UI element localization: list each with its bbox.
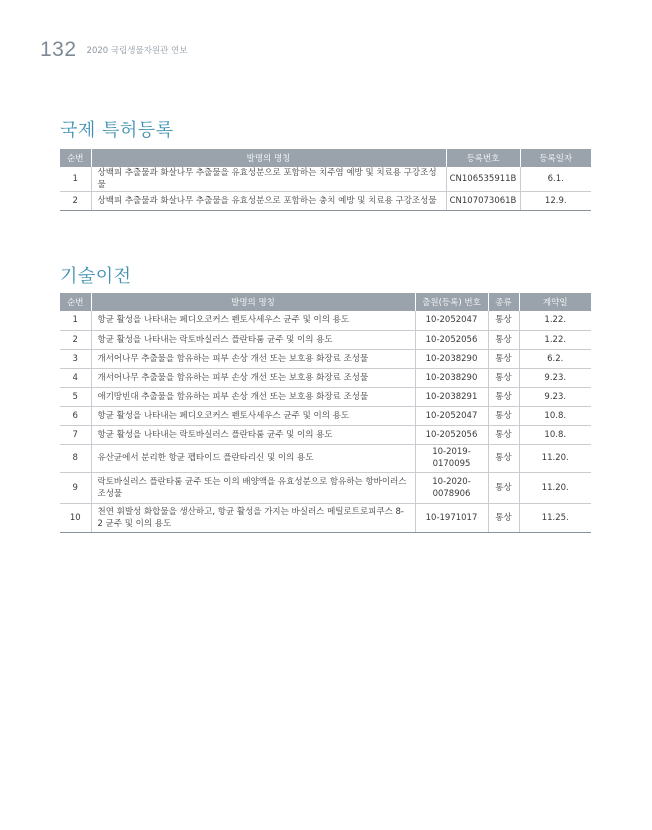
cell-no: 1 (60, 167, 91, 192)
col-header-name: 발명의 명칭 (91, 293, 415, 311)
cell-type: 통상 (488, 444, 519, 472)
cell-invention-name: 항균 활성을 나타내는 페디오코커스 펜토사세우스 균주 및 이의 용도 (91, 311, 415, 330)
cell-reg-no: CN106535911B (446, 167, 520, 192)
cell-no: 2 (60, 192, 91, 211)
cell-invention-name: 개서어나무 추출물을 함유하는 피부 손상 개선 또는 보호용 화장료 조성물 (91, 368, 415, 387)
publication-title: 2020 국립생물자원관 연보 (86, 46, 188, 56)
cell-app-no: 10-2019-0170095 (415, 444, 488, 472)
cell-contract-date: 11.20. (519, 444, 591, 472)
cell-reg-date: 6.1. (520, 167, 591, 192)
cell-type: 통상 (488, 349, 519, 368)
cell-no: 5 (60, 387, 91, 406)
cell-no: 10 (60, 503, 91, 532)
cell-invention-name: 천연 휘발성 화합물을 생산하고, 항균 활성을 가지는 바실러스 메틸로트로피쿠스 8-2 균주 및 이의 용도 (91, 503, 415, 532)
table-row (60, 192, 591, 211)
page-header (40, 38, 187, 62)
cell-type: 통상 (488, 311, 519, 330)
cell-contract-date: 10.8. (519, 406, 591, 425)
table-row (60, 349, 591, 368)
table-row (60, 425, 591, 444)
table-row (60, 368, 591, 387)
cell-type: 통상 (488, 425, 519, 444)
cell-invention-name: 항균 활성을 나타내는 락토바실러스 플란타룸 균주 및 이의 용도 (91, 330, 415, 349)
patents-table (60, 149, 591, 211)
cell-contract-date: 6.2. (519, 349, 591, 368)
table-row (60, 444, 591, 472)
cell-app-no: 10-2038290 (415, 349, 488, 368)
col-header-name: 발명의 명칭 (91, 149, 446, 167)
cell-reg-date: 12.9. (520, 192, 591, 211)
cell-app-no: 10-2038290 (415, 368, 488, 387)
col-header-no: 순번 (60, 149, 91, 167)
tech-transfer-table (60, 293, 591, 533)
cell-no: 4 (60, 368, 91, 387)
cell-no: 9 (60, 472, 91, 503)
table-row (60, 503, 591, 532)
cell-app-no: 10-2038291 (415, 387, 488, 406)
cell-invention-name: 애기땅빈대 추출물을 함유하는 피부 손상 개선 또는 보호용 화장료 조성물 (91, 387, 415, 406)
table-row (60, 167, 591, 192)
cell-type: 통상 (488, 330, 519, 349)
table-row (60, 406, 591, 425)
cell-no: 2 (60, 330, 91, 349)
cell-invention-name: 락토바실러스 플란타룸 균주 또는 이의 배양액을 유효성분으로 함유하는 항바이러스 조성물 (91, 472, 415, 503)
col-header-reg-no: 등록번호 (446, 149, 520, 167)
col-header-no: 순번 (60, 293, 91, 311)
cell-type: 통상 (488, 406, 519, 425)
cell-contract-date: 1.22. (519, 330, 591, 349)
cell-contract-date: 11.20. (519, 472, 591, 503)
cell-contract-date: 1.22. (519, 311, 591, 330)
cell-invention-name: 항균 활성을 나타내는 락토바실러스 플란타룸 균주 및 이의 용도 (91, 425, 415, 444)
cell-contract-date: 9.23. (519, 387, 591, 406)
table-row (60, 330, 591, 349)
cell-type: 통상 (488, 503, 519, 532)
cell-no: 1 (60, 311, 91, 330)
cell-contract-date: 10.8. (519, 425, 591, 444)
cell-no: 6 (60, 406, 91, 425)
cell-contract-date: 11.25. (519, 503, 591, 532)
col-header-date: 등록일자 (520, 149, 591, 167)
cell-reg-no: CN107073061B (446, 192, 520, 211)
cell-type: 통상 (488, 472, 519, 503)
cell-invention-name: 개서어나무 추출물을 함유하는 피부 손상 개선 또는 보호용 화장료 조성물 (91, 349, 415, 368)
cell-app-no: 10-2052047 (415, 406, 488, 425)
table-row (60, 472, 591, 503)
cell-invention-name: 유산균에서 분리한 항균 펩타이드 플란타리신 및 이의 용도 (91, 444, 415, 472)
page-number: 132 (40, 38, 77, 61)
tech-transfer-section-title: 기술이전 (60, 266, 132, 287)
cell-invention-name: 상백피 추출물과 화살나무 추출물을 유효성분으로 포함하는 충치 예방 및 치료용 구강조성물 (91, 192, 446, 211)
patents-header-row (60, 149, 591, 167)
cell-app-no: 10-2052056 (415, 425, 488, 444)
cell-contract-date: 9.23. (519, 368, 591, 387)
cell-no: 7 (60, 425, 91, 444)
cell-type: 통상 (488, 387, 519, 406)
table-row (60, 387, 591, 406)
cell-type: 통상 (488, 368, 519, 387)
cell-app-no: 10-1971017 (415, 503, 488, 532)
col-header-type: 종류 (488, 293, 519, 311)
col-header-app-no: 출원(등록) 번호 (415, 293, 488, 311)
cell-no: 8 (60, 444, 91, 472)
cell-app-no: 10-2052056 (415, 330, 488, 349)
cell-invention-name: 항균 활성을 나타내는 페디오코커스 펜토사세우스 균주 및 이의 용도 (91, 406, 415, 425)
cell-app-no: 10-2052047 (415, 311, 488, 330)
cell-invention-name: 상백피 추출물과 화살나무 추출물을 유효성분으로 포함하는 치주염 예방 및 치료용 구강조성물 (91, 167, 446, 192)
cell-app-no: 10-2020-0078906 (415, 472, 488, 503)
col-header-contract-date: 계약일 (519, 293, 591, 311)
table-row (60, 311, 591, 330)
cell-no: 3 (60, 349, 91, 368)
patents-section-title: 국제 특허등록 (60, 120, 174, 141)
tech-transfer-header-row (60, 293, 591, 311)
